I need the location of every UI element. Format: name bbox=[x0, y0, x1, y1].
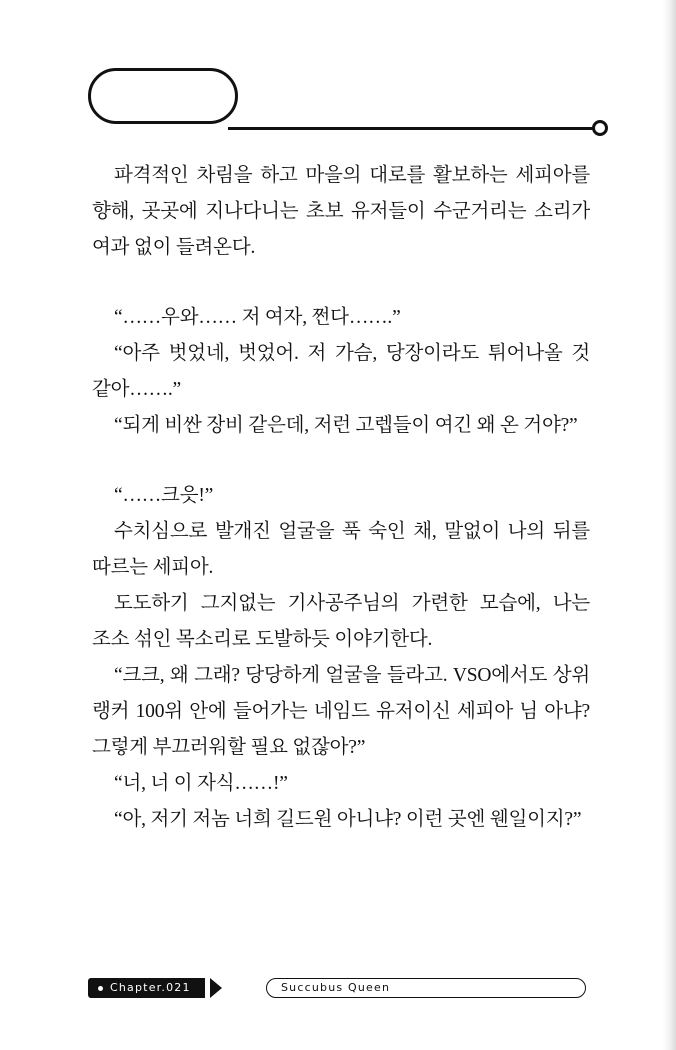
page-edge-shadow bbox=[662, 0, 676, 1050]
chapter-header bbox=[88, 68, 616, 140]
paragraph: 파격적인 차림을 하고 마을의 대로를 활보하는 세피아를 향해, 곳곳에 지나다니는 초보 유저들이 수군거리는 소리가 여과 없이 들려온다. bbox=[92, 165, 590, 258]
paragraph: 수치심으로 발개진 얼굴을 푹 숙인 채, 말없이 나의 뒤를 따르는 세피아. bbox=[92, 521, 590, 578]
paragraph: “크크, 왜 그래? 당당하게 얼굴을 들라고. VSO에서도 상위 랭커 100위 안에 들어가는 네임드 유저이신 세피아 님 아냐? 그렇게 부끄러워할 필요 없잖아?” bbox=[92, 665, 590, 758]
paragraph: “아주 벗었네, 벗었어. 저 가슴, 당장이라도 튀어나올 것 같아…….” bbox=[92, 343, 590, 400]
paragraph: 도도하기 그지없는 기사공주님의 가련한 모습에, 나는 조소 섞인 목소리로 도발하듯 이야기한다. bbox=[92, 593, 590, 650]
header-rule bbox=[228, 127, 600, 130]
header-end-dot-icon bbox=[592, 120, 608, 136]
page-footer bbox=[88, 978, 588, 1000]
footer-book-title: Succubus Queen bbox=[266, 978, 586, 998]
body-text bbox=[92, 158, 590, 838]
footer-chapter-label: Chapter.021 bbox=[110, 981, 191, 994]
footer-tag-arrow-icon bbox=[210, 978, 222, 998]
paragraph: “……우와…… 저 여자, 쩐다…….” bbox=[114, 307, 401, 328]
paragraph: “너, 너 이 자식……!” bbox=[114, 773, 288, 794]
bullet-icon bbox=[98, 986, 103, 991]
paragraph: “아, 저기 저놈 너희 길드원 아니냐? 이런 곳엔 웬일이지?” bbox=[114, 809, 582, 830]
footer-chapter-label-box bbox=[88, 978, 205, 998]
paragraph: “……크읏!” bbox=[114, 485, 214, 506]
paragraph: “되게 비싼 장비 같은데, 저런 고렙들이 여긴 왜 온 거야?” bbox=[114, 415, 578, 436]
chapter-number-badge bbox=[88, 68, 238, 124]
